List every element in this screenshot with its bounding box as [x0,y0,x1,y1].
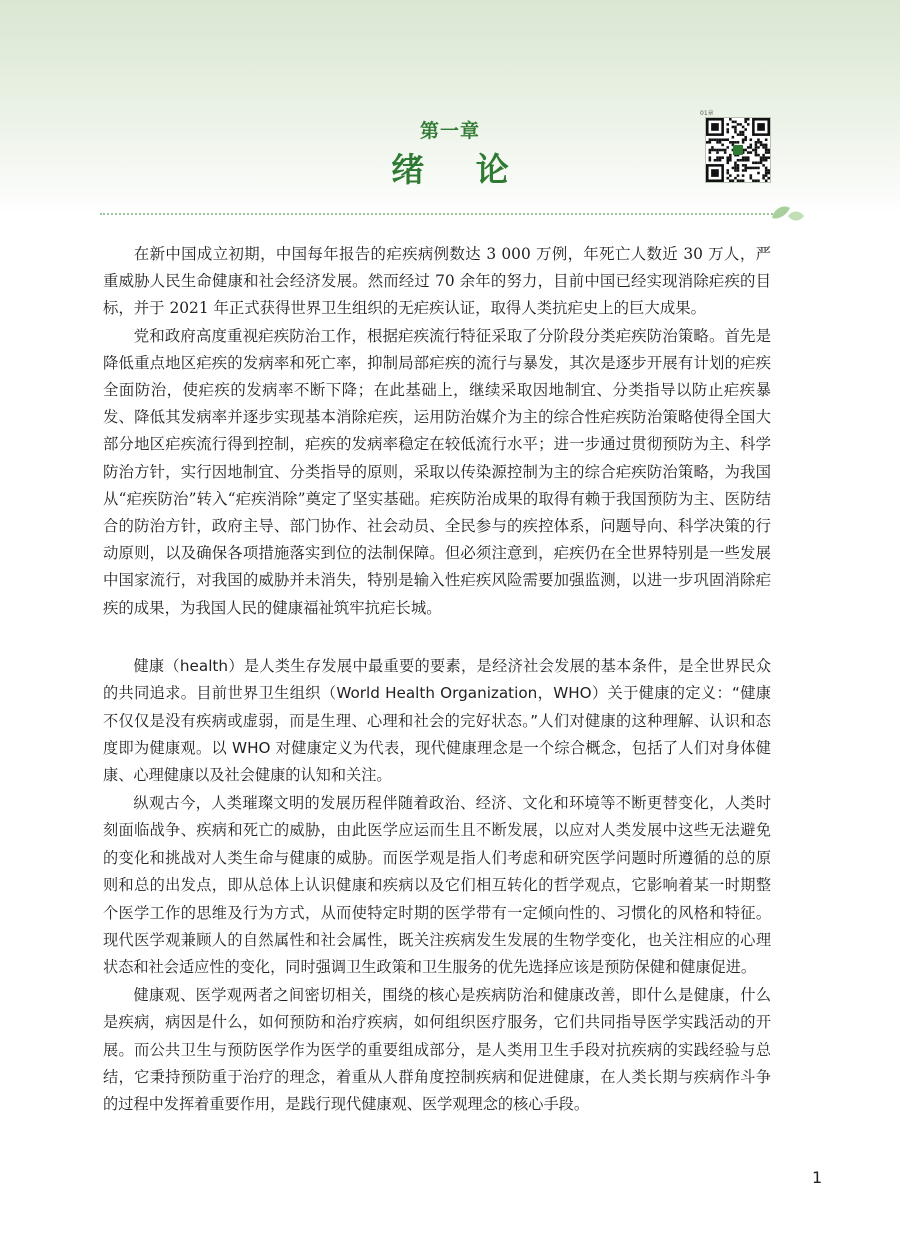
paragraph: 在新中国成立初期，中国每年报告的疟疾病例数达 3 000 万例，年死亡人数近 30 万人，严重威胁人民生命健康和社会经济发展。然而经过 70 余年的努力，目前中国已经实现消除疟疾的目标，并于 2021 年正式获得世界卫生组织的无疟疾认证，取得人类抗疟史上的巨大成果。 [103,245,771,318]
qr-caption: 01章 [700,110,714,117]
intro-section [103,241,771,622]
header-divider [100,213,780,215]
chapter-label: 第一章 [419,120,480,142]
qr-code-icon[interactable] [705,117,771,183]
body-text [103,241,771,1119]
main-section [103,653,771,1119]
paragraph: 党和政府高度重视疟疾防治工作，根据疟疾流行特征采取了分阶段分类疟疾防治策略。首先是降低重点地区疟疾的发病率和死亡率，抑制局部疟疾的流行与暴发，其次是逐步开展有计划的疟疾全面防治，使疟疾的发病率不断下降；在此基础上，继续采取因地制宜、分类指导以防止疟疾暴发、降低其发病率并逐步实现基本消除疟疾，运用防治媒介为主的综合性疟疾防治策略使得全国大部分地区疟疾流行得到控制，疟疾的发病率稳定在较低流行水平；进一步通过贯彻预防为主、科学防治方针，实行因地制宜、分类指导的原则，采取以传染源控制为主的综合疟疾防治策略，为我国从“疟疾防治”转入“疟疾消除”奠定了坚实基础。疟疾防治成果的取得有赖于我国预防为主、医防结合的防治方针，政府主导、部门协作、社会动员、全民参与的疾控体系，问题导向、科学决策的行动原则，以及确保各项措施落实到位的法制保障。但必须注意到，疟疾仍在全世界特别是一些发展中国家流行，对我国的威胁并未消失，特别是输入性疟疾风险需要加强监测，以进一步巩固消除疟疾的成果，为我国人民的健康福祉筑牢抗疟长城。 [103,326,771,617]
paragraph: 健康观、医学观两者之间密切相关，围绕的核心是疾病防治和健康改善，即什么是健康，什么是疾病，病因是什么，如何预防和治疗疾病，如何组织医疗服务，它们共同指导医学实践活动的开展。而公共卫生与预防医学作为医学的重要组成部分，是人类用卫生手段对抗疾病的实践经验与总结，它秉持预防重于治疗的理念，着重从人群角度控制疾病和促进健康，在人类长期与疾病作斗争的过程中发挥着重要作用，是践行现代健康观、医学观理念的核心手段。 [103,985,771,1114]
leaf-icon [768,196,808,230]
chapter-title: 绪 论 [391,150,529,189]
paragraph: 纵观古今，人类璀璨文明的发展历程伴随着政治、经济、文化和环境等不断更替变化，人类时刻面临战争、疾病和死亡的威胁，由此医学应运而生且不断发展，以应对人类发展中这些无法避免的变化和挑战对人类生命与健康的威胁。而医学观是指人们考虑和研究医学问题时所遵循的总的原则和总的出发点，即从总体上认识健康和疾病以及它们相互转化的哲学观点，它影响着某一时期整个医学工作的思维及行为方式，从而使特定时期的医学带有一定倾向性的、习惯化的风格和特征。现代医学观兼顾人的自然属性和社会属性，既关注疾病发生发展的生物学变化，也关注相应的心理状态和社会适应性的变化，同时强调卫生政策和卫生服务的优先选择应该是预防保健和健康促进。 [103,793,771,977]
qr-code-graphic [706,118,770,182]
paragraph: 健康（health）是人类生存发展中最重要的要素，是经济社会发展的基本条件，是全世界民众的共同追求。目前世界卫生组织（World Health Organization，WHO）关于健康的定义：“健康不仅仅是没有疾病或虚弱，而是生理、心理和社会的完好状态。”人们对健康的这种理解、认识和态度即为健康观。以 WHO 对健康定义为代表，现代健康理念是一个综合概念，包括了人们对身体健康、心理健康以及社会健康的认知和关注。 [103,656,771,785]
page-number: 1 [812,1168,823,1187]
